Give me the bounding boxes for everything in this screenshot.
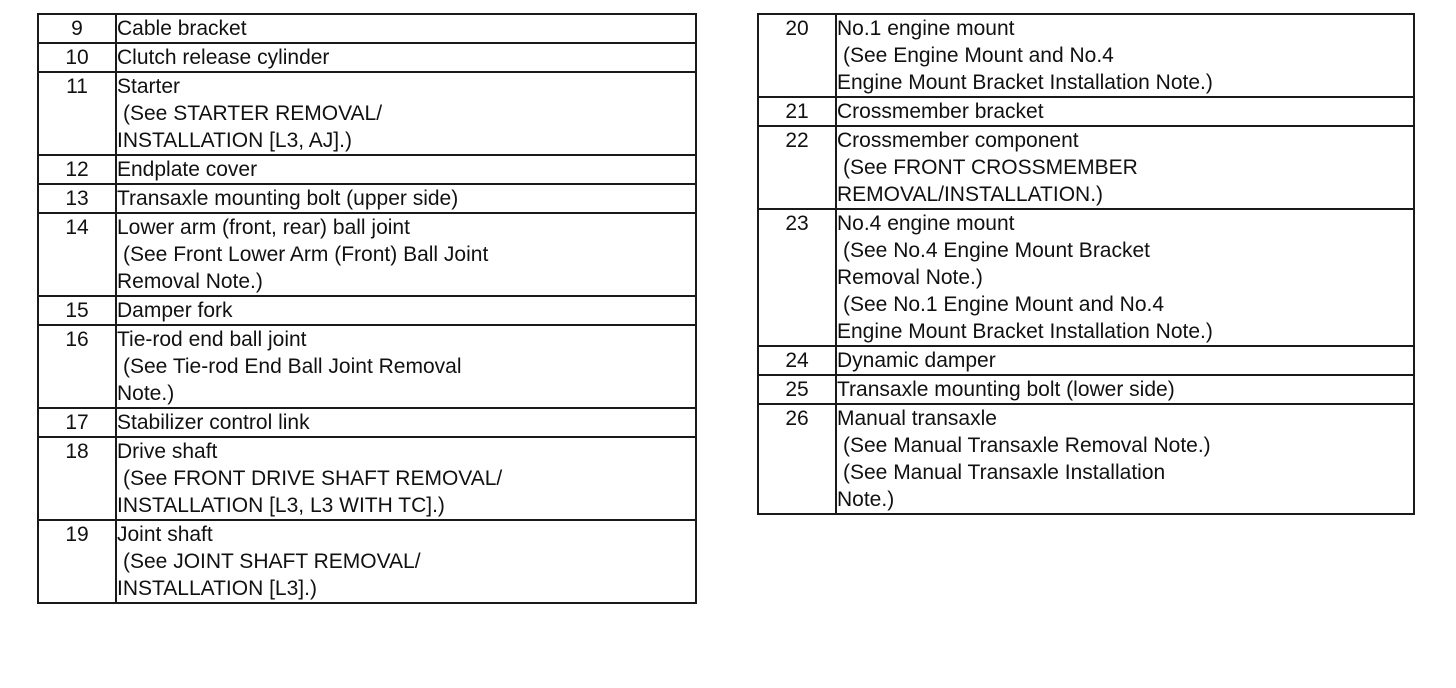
table-row — [38, 325, 696, 408]
item-description — [116, 408, 696, 437]
item-name: Cable bracket — [117, 17, 247, 40]
item-note-line: (See FRONT CROSSMEMBER — [843, 156, 1138, 179]
item-name: Manual transaxle — [837, 407, 997, 430]
item-name: Crossmember bracket — [837, 100, 1044, 123]
item-number: 13 — [38, 184, 116, 213]
parts-table-right-body — [758, 14, 1414, 514]
item-description — [836, 404, 1414, 514]
table-row — [38, 408, 696, 437]
item-name: Stabilizer control link — [117, 411, 310, 434]
item-number: 21 — [758, 97, 836, 126]
item-name: Drive shaft — [117, 440, 218, 463]
item-note-line: INSTALLATION [L3, AJ].) — [117, 129, 352, 152]
item-note-line: Note.) — [837, 488, 895, 511]
item-description — [116, 520, 696, 603]
item-number: 20 — [758, 14, 836, 97]
table-row — [758, 126, 1414, 209]
item-note-line: (See Tie-rod End Ball Joint Removal — [123, 355, 462, 378]
parts-table-right — [757, 13, 1415, 515]
item-description — [116, 43, 696, 72]
item-note-line: Engine Mount Bracket Installation Note.) — [837, 71, 1213, 94]
item-number: 22 — [758, 126, 836, 209]
item-name: Damper fork — [117, 299, 233, 322]
item-name: Transaxle mounting bolt (upper side) — [117, 187, 459, 210]
item-number: 15 — [38, 296, 116, 325]
item-name: No.4 engine mount — [837, 212, 1015, 235]
item-note-line: (See Front Lower Arm (Front) Ball Joint — [123, 243, 489, 266]
item-description — [116, 325, 696, 408]
item-number: 14 — [38, 213, 116, 296]
item-number: 9 — [38, 14, 116, 43]
table-row — [758, 404, 1414, 514]
item-description — [116, 437, 696, 520]
item-name: Dynamic damper — [837, 349, 996, 372]
item-description — [836, 209, 1414, 346]
item-note-line: (See No.4 Engine Mount Bracket — [843, 239, 1151, 262]
item-note-line: Removal Note.) — [117, 270, 263, 293]
table-row — [38, 296, 696, 325]
parts-table-left — [37, 13, 697, 604]
table-row — [38, 520, 696, 603]
item-description — [116, 72, 696, 155]
item-note-line: (See Engine Mount and No.4 — [843, 44, 1114, 67]
item-number: 23 — [758, 209, 836, 346]
item-number: 12 — [38, 155, 116, 184]
item-note-line: Engine Mount Bracket Installation Note.) — [837, 320, 1213, 343]
item-description — [836, 14, 1414, 97]
item-number: 18 — [38, 437, 116, 520]
item-description — [836, 97, 1414, 126]
item-name: Starter — [117, 75, 181, 98]
table-row — [38, 155, 696, 184]
item-number: 24 — [758, 346, 836, 375]
table-row — [758, 375, 1414, 404]
item-note-line: (See JOINT SHAFT REMOVAL/ — [123, 550, 421, 573]
table-row — [38, 184, 696, 213]
table-row — [758, 14, 1414, 97]
item-number: 19 — [38, 520, 116, 603]
item-number: 17 — [38, 408, 116, 437]
item-number: 25 — [758, 375, 836, 404]
item-note-line: (See Manual Transaxle Removal Note.) — [843, 434, 1211, 457]
table-row — [38, 213, 696, 296]
parts-table-left-body — [38, 14, 696, 603]
item-name: No.1 engine mount — [837, 17, 1015, 40]
item-note-line: INSTALLATION [L3].) — [117, 577, 317, 600]
table-row — [758, 97, 1414, 126]
item-description — [836, 126, 1414, 209]
table-row — [38, 14, 696, 43]
item-description — [116, 14, 696, 43]
item-number: 26 — [758, 404, 836, 514]
table-row — [38, 43, 696, 72]
table-row — [38, 72, 696, 155]
item-name: Transaxle mounting bolt (lower side) — [837, 378, 1175, 401]
item-note-line: (See FRONT DRIVE SHAFT REMOVAL/ — [123, 467, 503, 490]
item-description — [116, 184, 696, 213]
item-number: 11 — [38, 72, 116, 155]
item-note-line: (See STARTER REMOVAL/ — [123, 102, 383, 125]
item-description — [836, 375, 1414, 404]
table-row — [758, 209, 1414, 346]
item-number: 10 — [38, 43, 116, 72]
table-row — [758, 346, 1414, 375]
item-name: Tie-rod end ball joint — [117, 328, 307, 351]
item-description — [836, 346, 1414, 375]
item-description — [116, 213, 696, 296]
item-name: Lower arm (front, rear) ball joint — [117, 216, 410, 239]
item-number: 16 — [38, 325, 116, 408]
item-name: Crossmember component — [837, 129, 1079, 152]
item-note-line: Removal Note.) — [837, 266, 983, 289]
item-name: Endplate cover — [117, 158, 258, 181]
item-name: Joint shaft — [117, 523, 213, 546]
item-note-line: (See No.1 Engine Mount and No.4 — [843, 293, 1165, 316]
item-name: Clutch release cylinder — [117, 46, 330, 69]
item-note-line: REMOVAL/INSTALLATION.) — [837, 183, 1104, 206]
item-description — [116, 296, 696, 325]
table-row — [38, 437, 696, 520]
item-note-line: Note.) — [117, 382, 175, 405]
item-description — [116, 155, 696, 184]
item-note-line: (See Manual Transaxle Installation — [843, 461, 1166, 484]
item-note-line: INSTALLATION [L3, L3 WITH TC].) — [117, 494, 445, 517]
